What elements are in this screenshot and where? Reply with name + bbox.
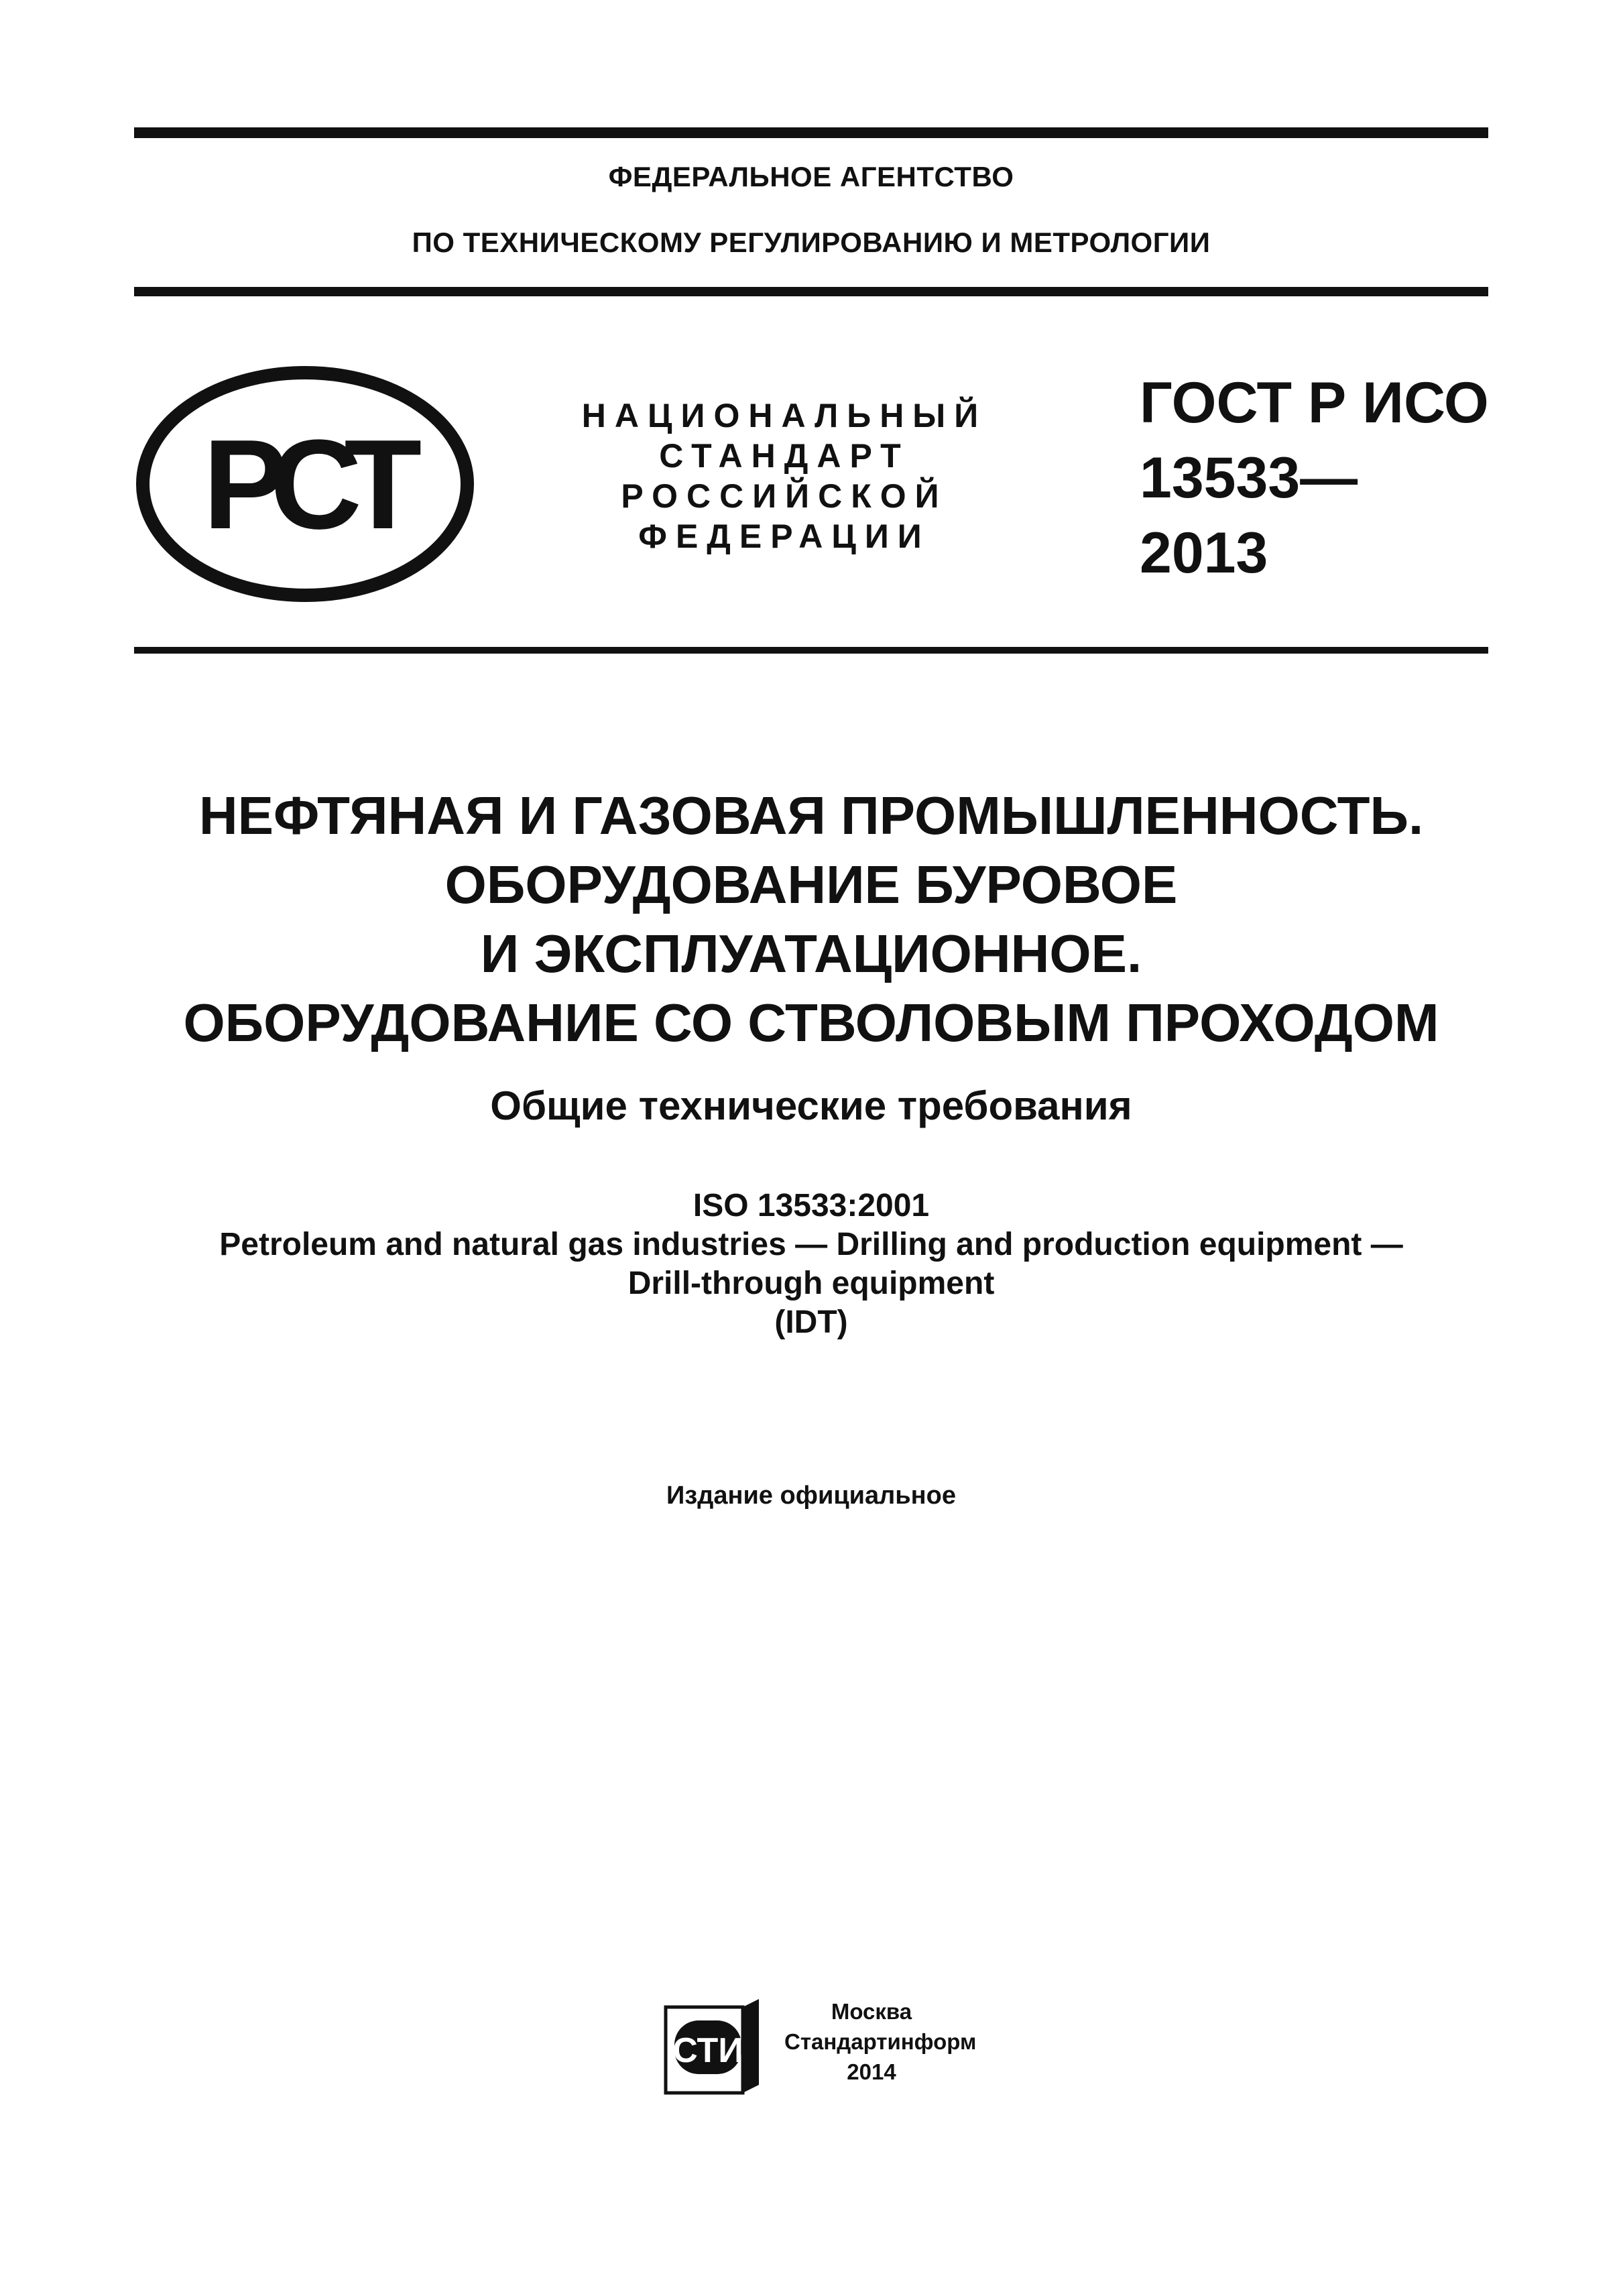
document-subtitle: Общие технические требования (490, 1083, 1132, 1128)
title-line: НЕФТЯНАЯ И ГАЗОВАЯ ПРОМЫШЛЕННОСТЬ. (198, 786, 1424, 845)
publisher-info (784, 1996, 977, 2087)
section-rule (134, 647, 1488, 654)
edition-label: Издание официальное (666, 1482, 956, 1510)
publisher-logo-icon (664, 1998, 761, 2095)
rst-logo-lettering: РСТ (202, 414, 408, 556)
designation-line: ГОСТ Р ИСО (1140, 371, 1489, 435)
title-line: И ЭКСПЛУАТАЦИОННОЕ. (480, 924, 1142, 983)
publisher-name: Стандартинформ (784, 2029, 977, 2054)
header-rule (134, 287, 1488, 296)
standard-type-line: ФЕДЕРАЦИИ (638, 518, 930, 555)
standard-type-line: РОССИЙСКОЙ (621, 477, 948, 515)
top-rule (134, 127, 1488, 138)
iso-reference-line: Drill-through equipment (627, 1266, 995, 1301)
standard-type (563, 396, 1006, 556)
rst-logo-icon (134, 365, 476, 603)
publication-year: 2014 (847, 2059, 896, 2084)
iso-reference-line: ISO 13533:2001 (693, 1188, 930, 1223)
iso-reference-line: (IDT) (774, 1305, 848, 1340)
publisher-city: Москва (831, 1999, 912, 2024)
designation-line: 13533— (1140, 446, 1358, 510)
publisher-logo-lettering: СТИ (672, 2031, 743, 2070)
title-line: ОБОРУДОВАНИЕ БУРОВОЕ (444, 855, 1178, 914)
title-line: ОБОРУДОВАНИЕ СО СТВОЛОВЫМ ПРОХОДОМ (183, 993, 1439, 1052)
standard-designation (1140, 365, 1488, 591)
document-title (134, 781, 1488, 1057)
standard-type-line: НАЦИОНАЛЬНЫЙ (581, 397, 987, 434)
agency-line-1: ФЕДЕРАЛЬНОЕ АГЕНТСТВО (608, 161, 1014, 192)
iso-reference-line: Petroleum and natural gas industries — Drilling and production equipment — (219, 1227, 1403, 1262)
standard-type-line: СТАНДАРТ (659, 437, 910, 475)
designation-line: 2013 (1140, 521, 1268, 585)
agency-line-2: ПО ТЕХНИЧЕСКОМУ РЕГУЛИРОВАНИЮ И МЕТРОЛОГИИ (412, 227, 1211, 258)
iso-reference (134, 1187, 1488, 1342)
